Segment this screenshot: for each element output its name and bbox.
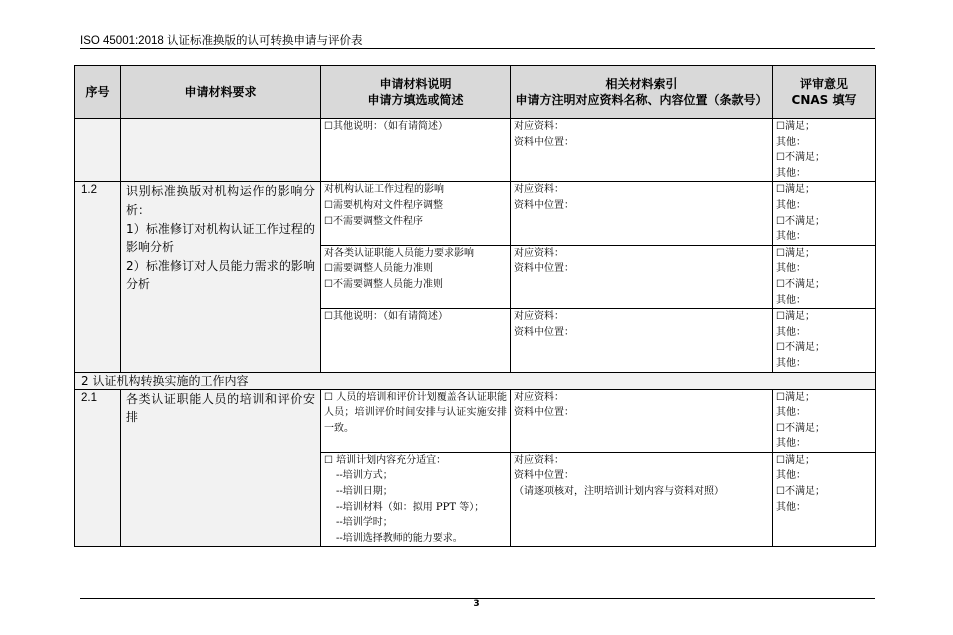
col-header-reference (511, 66, 773, 119)
cell-reference (511, 389, 773, 452)
table-row (75, 182, 876, 245)
req-line: 识别标准换版对机构运作的影响分析： (126, 184, 315, 217)
table-row (75, 389, 876, 452)
not-satisfied-option: ☐不满足； (776, 342, 825, 354)
other-label: 其他： (776, 263, 806, 275)
cell-description (321, 245, 511, 308)
cell-description (321, 182, 511, 245)
other-label: 其他： (776, 199, 806, 211)
item-2-1-requirements: 各类认证职能人员的培训和评价安排 (121, 389, 321, 547)
ref-material-label: 对应资料： (514, 391, 564, 403)
not-satisfied-option: ☐不满足； (776, 422, 825, 434)
section-2-title: 2 认证机构转换实施的工作内容 (75, 372, 876, 389)
ref-position-label: 资料中位置： (514, 326, 574, 338)
desc-option: ☐不需要调整人员能力准则 (324, 278, 443, 290)
satisfied-option: ☐满足； (776, 184, 815, 196)
desc-list-item: --培训选择教师的能力要求。 (336, 532, 463, 544)
cell-description (321, 309, 511, 372)
col-header-description-line1: 申请材料说明 (379, 77, 452, 91)
ref-material-label: 对应资料： (514, 121, 564, 132)
cell-review (773, 452, 876, 547)
ref-material-label: 对应资料： (514, 454, 564, 466)
col-header-requirements: 申请材料要求 (121, 66, 321, 119)
cell-reference (511, 182, 773, 245)
col-header-description-line2: 申请方填选或简述 (367, 93, 464, 107)
desc-line: 对机构认证工作过程的影响 (324, 184, 444, 196)
not-satisfied-option: ☐不满足； (776, 152, 825, 164)
header-rule (80, 48, 875, 49)
ref-position-label: 资料中位置： (514, 136, 574, 148)
desc-option: ☐不需要调整文件程序 (324, 215, 423, 227)
section-row (75, 372, 876, 389)
cell-review (773, 245, 876, 308)
other-label: 其他： (776, 231, 806, 243)
desc-line: ☐ 培训计划内容充分适宜： (324, 454, 447, 466)
desc-option: ☐需要机构对文件程序调整 (324, 199, 443, 211)
col-header-no: 序号 (75, 66, 121, 119)
other-label: 其他： (776, 326, 806, 338)
item-id-1-2: 1.2 (75, 182, 121, 372)
page-header-title: ISO 45001:2018 认证标准换版的认可转换申请与评价表 (80, 35, 363, 47)
table-header-row (75, 66, 876, 119)
page-number: 3 (473, 599, 480, 609)
req-line: 2）标准修订对人员能力需求的影响分析 (126, 258, 315, 292)
cell-review (773, 119, 876, 182)
satisfied-option: ☐满足； (776, 391, 815, 403)
other-label: 其他： (776, 294, 806, 306)
col-header-description (321, 66, 511, 119)
cell-description (321, 452, 511, 547)
item-1-2-requirements (121, 182, 321, 372)
other-note-text: ☐其他说明：（如有请简述） (324, 121, 448, 132)
satisfied-option: ☐满足； (776, 454, 815, 466)
satisfied-option: ☐满足； (776, 311, 815, 323)
evaluation-table (74, 65, 876, 547)
satisfied-option: ☐满足； (776, 121, 815, 132)
other-label: 其他： (776, 136, 806, 148)
cell-description (321, 119, 511, 182)
cell-review (773, 309, 876, 372)
col-header-review-line2: CNAS 填写 (791, 93, 857, 107)
desc-list-item: --培训方式； (336, 470, 393, 482)
cell-reference (511, 452, 773, 547)
other-label: 其他： (776, 501, 806, 513)
ref-position-label: 资料中位置： (514, 470, 574, 482)
other-label: 其他： (776, 167, 806, 179)
ref-note: （请逐项核对，注明培训计划内容与资料对照） (514, 486, 724, 498)
col-header-reference-line2: 申请方注明对应资料名称、内容位置（条款号） (515, 93, 768, 107)
cell-review (773, 182, 876, 245)
ref-material-label: 对应资料： (514, 247, 564, 259)
other-label: 其他： (776, 407, 806, 419)
not-satisfied-option: ☐不满足； (776, 215, 825, 227)
req-line: 1）标准修订对机构认证工作过程的影响分析 (126, 221, 315, 255)
ref-material-label: 对应资料： (514, 311, 564, 323)
other-note-text: ☐其他说明：（如有请简述） (324, 311, 448, 323)
item-id-2-1: 2.1 (75, 389, 121, 547)
desc-line: 对各类认证职能人员能力要求影响 (324, 247, 474, 259)
ref-position-label: 资料中位置： (514, 199, 574, 211)
cell-requirements (121, 119, 321, 182)
other-label: 其他： (776, 357, 806, 369)
not-satisfied-option: ☐不满足； (776, 278, 825, 290)
desc-option: ☐需要调整人员能力准则 (324, 263, 433, 275)
desc-list-item: --培训学时； (336, 517, 393, 529)
cell-reference (511, 119, 773, 182)
cell-reference (511, 309, 773, 372)
cell-reference (511, 245, 773, 308)
col-header-review-line1: 评审意见 (799, 77, 848, 91)
cell-description: ☐ 人员的培训和评价计划覆盖各认证职能人员；培训评价时间安排与认证实施安排一致。 (321, 389, 511, 452)
cell-review (773, 389, 876, 452)
ref-material-label: 对应资料： (514, 184, 564, 196)
other-label: 其他： (776, 470, 806, 482)
satisfied-option: ☐满足； (776, 247, 815, 259)
not-satisfied-option: ☐不满足； (776, 486, 825, 498)
cell-no (75, 119, 121, 182)
ref-position-label: 资料中位置： (514, 407, 574, 419)
table-row (75, 119, 876, 182)
col-header-reference-line1: 相关材料索引 (605, 77, 678, 91)
ref-position-label: 资料中位置： (514, 263, 574, 275)
other-label: 其他： (776, 438, 806, 450)
desc-list-item: --培训日期； (336, 486, 393, 498)
col-header-review (773, 66, 876, 119)
desc-list-item: --培训材料（如：拟用 PPT 等）； (336, 501, 485, 513)
